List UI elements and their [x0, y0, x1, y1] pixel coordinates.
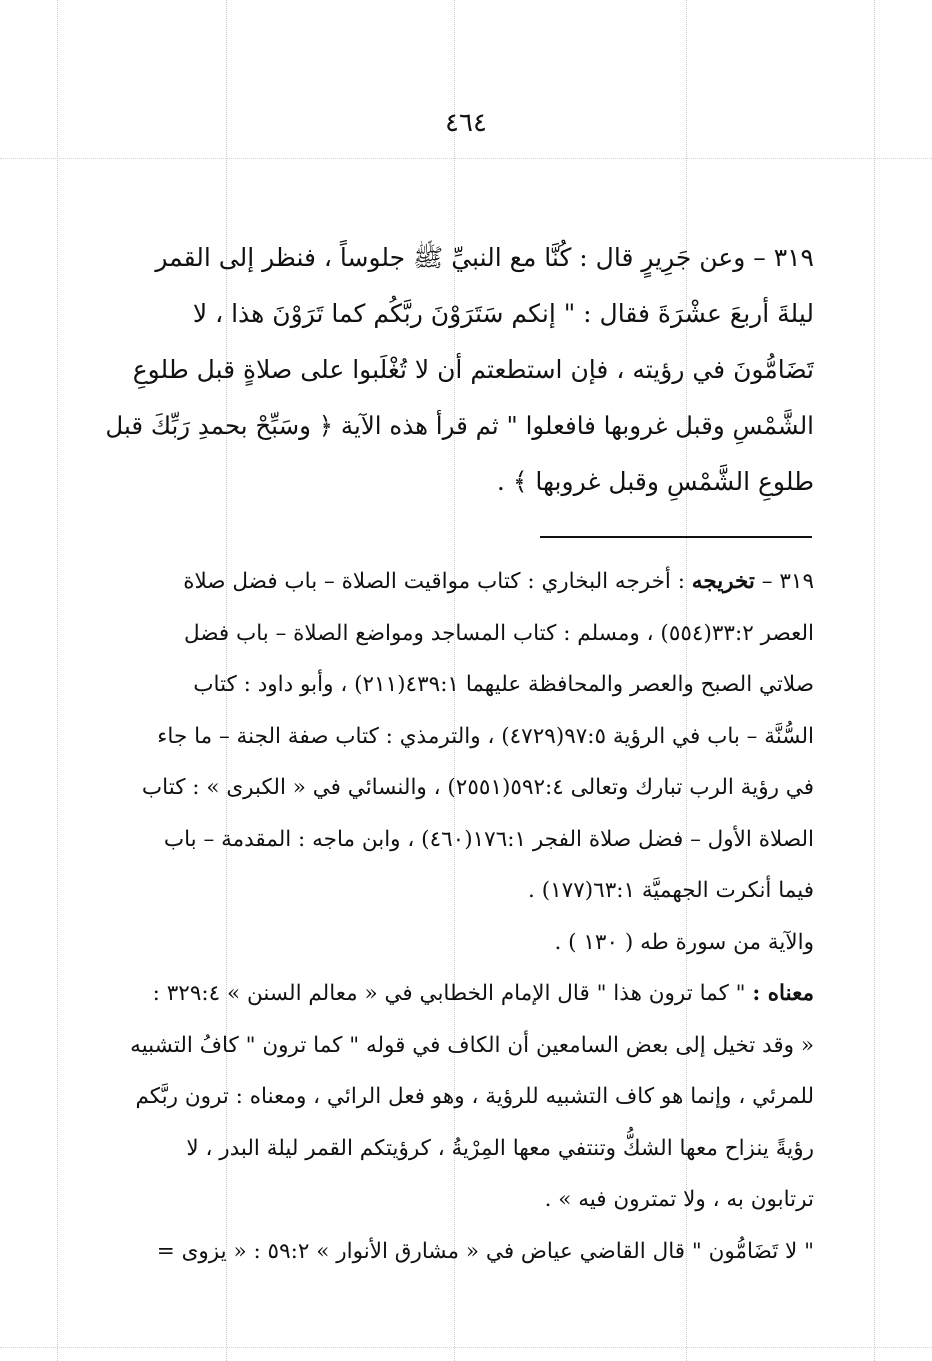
- maana-line: رؤيةً ينزاح معها الشكُّ وتنتفي معها المِرْيةُ ، كرؤيتكم القمر ليلة البدر ، لا: [186, 1135, 814, 1161]
- takhrij-line: في رؤية الرب تبارك وتعالى ٥٩٢:٤(٢٥٥١) ، والنسائي في « الكبرى » : كتاب: [141, 775, 814, 800]
- section-label: معناه :: [752, 981, 814, 1006]
- takhrij-line: فيما أنكرت الجهميَّة ٦٣:١(١٧٧) .: [528, 878, 814, 903]
- takhrij-line: الصلاة الأول – فضل صلاة الفجر ١٧٦:١(٤٦٠) ، وابن ماجه : المقدمة – باب: [163, 826, 814, 852]
- takhrij-line: السُّنَّة – باب في الرؤية ٩٧:٥(٤٧٢٩) ، والترمذي : كتاب صفة الجنة – ما جاء: [157, 723, 814, 749]
- maana-line: " لا تَضَامُّون " قال القاضي عياض في « مشارق الأنوار » ٥٩:٢ : « يزوى =: [156, 1238, 814, 1264]
- maana-line: ترتابون به ، ولا تمترون فيه » .: [544, 1187, 814, 1212]
- maana-notes: [98, 968, 814, 1277]
- takhrij-line: ٣١٩ – تخريجه : أخرجه البخاري : كتاب مواقيت الصلاة – باب فضل صلاة: [183, 569, 814, 594]
- hadith-line: طلوعِ الشَّمْسِ وقبل غروبها ﴾ .: [496, 467, 814, 496]
- maana-line: للمرئي ، وإنما هو كاف التشبيه للرؤية ، وهو فعل الرائي ، ومعناه : ترون ربَّكم: [135, 1084, 814, 1109]
- takhrij-notes: [98, 556, 814, 968]
- footnote-separator: [540, 536, 812, 538]
- hadith-line: ليلةَ أربعَ عشْرَةَ فقال : " إنكم سَتَرَوْنَ ربَّكُم كما تَرَوْنَ هذا ، لا: [192, 299, 814, 328]
- maana-line: معناه : " كما ترون هذا " قال الإمام الخطابي في « معالم السنن » ٣٢٩:٤ :: [152, 981, 814, 1006]
- takhrij-line: العصر ٣٣:٢(٥٥٤) ، ومسلم : كتاب المساجد ومواضع الصلاة – باب فضل: [183, 620, 814, 646]
- section-label: تخريجه: [691, 569, 755, 594]
- scan-guide: [874, 0, 875, 1361]
- maana-line: « وقد تخيل إلى بعض السامعين أن الكاف في قوله " كما ترون " كافُ التشبيه: [130, 1032, 814, 1058]
- scan-guide: [57, 0, 58, 1361]
- hadith-line: الشَّمْسِ وقبل غروبها فافعلوا " ثم قرأ هذه الآية ﴿ وسَبِّحْ بحمدِ رَبِّكَ قبل: [105, 411, 814, 440]
- scan-guide: [0, 158, 932, 159]
- hadith-text: [98, 230, 814, 510]
- quran-reference-line: والآية من سورة طه ( ١٣٠ ) .: [554, 929, 814, 955]
- hadith-line: تَضَامُّونَ في رؤيته ، فإن استطعتم أن لا تُغْلَبوا على صلاةٍ قبل طلوعِ: [132, 355, 814, 384]
- scan-guide: [0, 1347, 932, 1348]
- hadith-line: ٣١٩ – وعن جَرِيرٍ قال : كُنَّا مع النبيِّ ﷺ جلوساً ، فنظر إلى القمر: [155, 243, 814, 272]
- takhrij-line: صلاتي الصبح والعصر والمحافظة عليهما ٤٣٩:١(٢١١) ، وأبو داود : كتاب: [193, 672, 814, 697]
- page-number: ٤٦٤: [445, 108, 487, 138]
